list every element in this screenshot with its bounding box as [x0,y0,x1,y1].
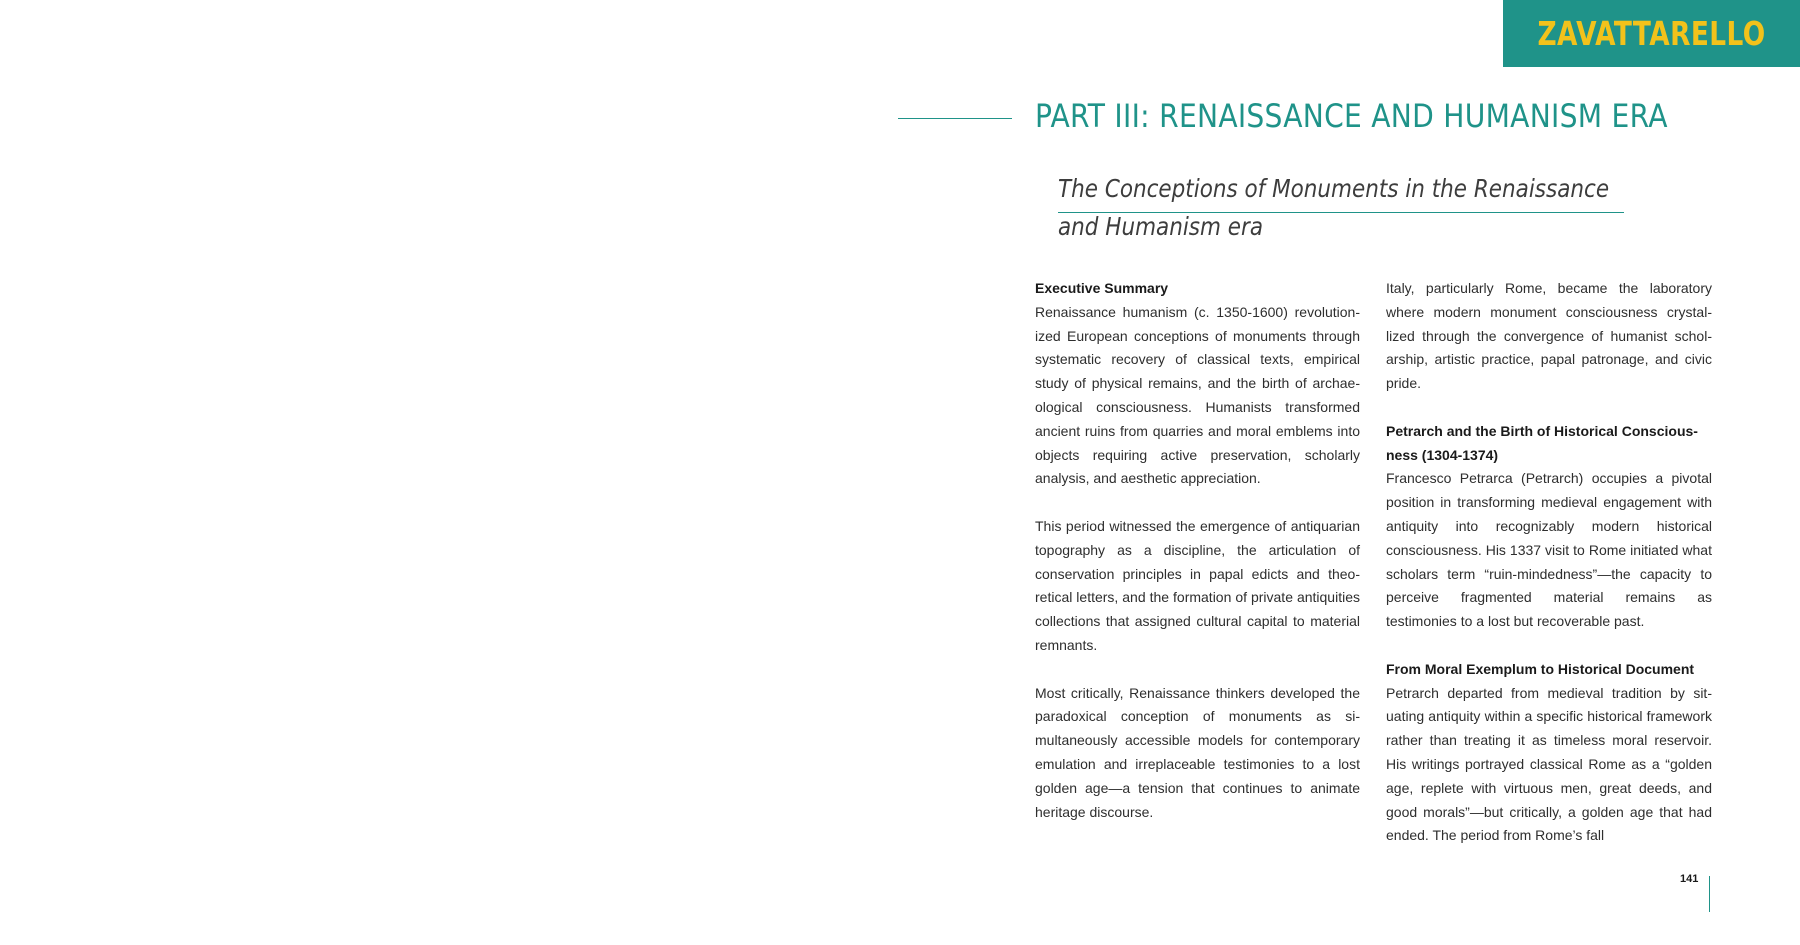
italy-paragraph: Italy, particularly Rome, became the laboratory where modern monument consciousness crystallized through the convergence of humanist scholarship, artistic practice, papal patronage, and civic pride. [1386,280,1712,392]
page-number-rule [1709,876,1710,912]
summary-paragraph-2: This period witnessed the emergence of antiquarian topography as a discipline, the articulation of conservation principles in papal edicts and theoretical letters, and the formation of private antiquities collections that assigned cultural capital to material remnants. [1035,517,1360,653]
part-title-rule [898,118,1012,119]
subtitle-rule [1058,212,1624,213]
moral-exemplum-paragraph: Petrarch departed from medieval tradition by situating antiquity within a specific historical framework rather than treating it as timeless moral reservoir. His writings portrayed classical Rome as a “golden age, replete with virtuous men, great deeds, and good morals”—but critically, a golden age that had ended. The period from Rome’s fall [1386,684,1712,844]
right-column [1386,277,1712,848]
brand-banner [1503,0,1800,67]
part-title: PART III: RENAISSANCE AND HUMANISM ERA [1035,97,1668,135]
executive-summary-heading: Executive Summary [1035,280,1169,296]
petrarch-heading: Petrarch and the Birth of Historical Consciousness (1304-1374) [1386,422,1698,463]
petrarch-paragraph: Francesco Petrarca (Petrarch) occupies a pivotal position in transforming medieval engagement with antiquity into recognizably modern historical consciousness. His 1337 visit to Rome initiated what scholars term “ruin-mindedness”—the capacity to perceive fragmented material remains as testimonies to a lost but recoverable past. [1386,470,1712,630]
moral-exemplum-heading: From Moral Exemplum to Historical Document [1386,660,1695,677]
subtitle-line-2: and Humanism era [1058,212,1264,241]
left-column [1035,277,1360,824]
summary-paragraph-1: Renaissance humanism (c. 1350-1600) revolutionized European conceptions of monuments through systematic recovery of classical texts, empirical study of physical remains, and the birth of archaeological consciousness. Humanists transformed ancient ruins from quarries and moral emblems into objects requiring active preservation, scholarly analysis, and aesthetic appreciation. [1035,303,1360,487]
brand-name: ZAVATTARELLO [1537,14,1766,53]
page-number: 141 [1680,873,1699,885]
summary-paragraph-3: Most critically, Renaissance thinkers developed the paradoxical conception of monuments as simultaneously accessible models for contemporary emulation and irreplaceable testimonies to a lost golden age—a tension that continues to animate heritage discourse. [1035,684,1360,820]
subtitle-line-1: The Conceptions of Monuments in the Renaissance [1058,174,1610,203]
chapter-subtitle [1058,170,1658,246]
